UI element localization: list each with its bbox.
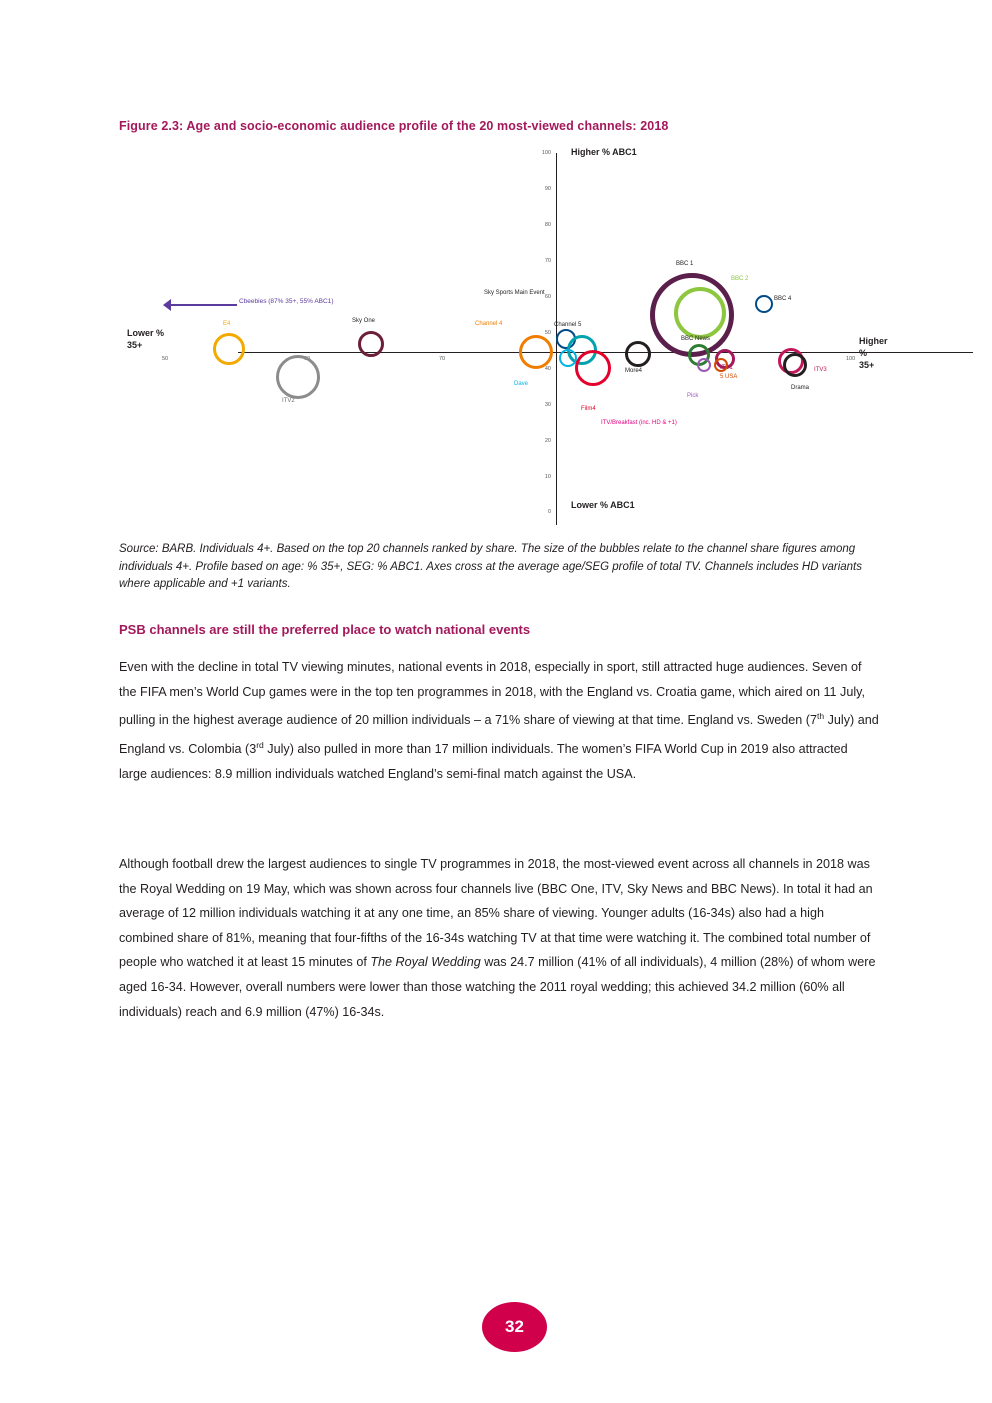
bubble-label-more4: More4	[625, 368, 643, 374]
paragraph-1	[119, 655, 879, 786]
bubble-channel4	[519, 335, 553, 369]
y-tick-0: 0	[547, 509, 551, 515]
x-tick-60: 60	[304, 356, 311, 362]
axis-label-lower-35: Lower % 35+	[127, 328, 165, 350]
paragraph-1-sup-a: th	[816, 711, 825, 722]
bubble-chart	[119, 145, 888, 535]
bubble-label-itv-breakfast: ITV/Breakfast (inc. HD & +1)	[601, 420, 677, 426]
bubble-label-itv3: ITV3	[814, 367, 827, 373]
x-tick-50: 50	[162, 356, 169, 362]
y-tick-50: 50	[544, 330, 551, 336]
bubble-label-drama: Drama	[791, 385, 810, 391]
bubble-bbc4	[755, 295, 773, 313]
y-tick-90: 90	[544, 186, 551, 192]
axis-label-higher-35: Higher % 35+	[859, 336, 888, 370]
bubble-label-itv1: ITV1	[720, 365, 733, 371]
bubble-label-itv2: ITV2	[282, 398, 295, 404]
y-tick-70: 70	[544, 258, 551, 264]
section-heading: PSB channels are still the preferred place to watch national events	[119, 622, 531, 637]
paragraph-1-text-c: July) also pulled in more than 17 million individuals. The women’s FIFA World Cup in 2019 also attracted large audiences: 8.9 million individuals watched England’s semi-final match against the USA.	[119, 742, 848, 781]
figure-title: Figure 2.3: Age and socio-economic audience profile of the 20 most-viewed channels: 2018	[119, 119, 669, 133]
bubble-bbc2	[674, 287, 726, 339]
paragraph-2-text-b: was 24.7 million (41% of all individuals), 4 million (28%) of whom were aged 16-34. However, overall numbers were lower than those watching the 2011 royal wedding; this achieved 34.2 million (60% all individuals) reach and 6.9 million (47%) 16-34s.	[119, 955, 876, 1019]
paragraph-2-italic: The Royal Wedding	[370, 955, 481, 970]
cbeebies-annotation-label: Cbeebies (87% 35+, 55% ABC1)	[239, 298, 334, 305]
bubble-label-e4: E4	[223, 321, 231, 327]
paragraph-1-text-a: Even with the decline in total TV viewing minutes, national events in 2018, especially in sport, still attracted huge audiences. Seven of the FIFA men’s World Cup games were in the top ten programmes in 2018, with the England vs. Croatia game, which aired on 11 July, pulling in the highest average audience of 20 million individuals – a 71% share of viewing at that time. England vs. Sweden (7	[119, 660, 865, 728]
bubble-label-channel5: Channel 5	[554, 322, 582, 328]
paragraph-1-text-b: July) and England vs. Colombia (3	[119, 713, 879, 757]
bubble-e4	[213, 333, 245, 365]
bubble-label-sky-sports-main-event: Sky Sports Main Event	[484, 290, 545, 296]
bubble-pick	[697, 358, 711, 372]
bubble-label-pick: Pick	[687, 393, 699, 399]
bubble-label-dave: Dave	[514, 381, 529, 387]
bubble-sky-one	[358, 331, 384, 357]
y-tick-20: 20	[544, 438, 551, 444]
figure-source: Source: BARB. Individuals 4+. Based on the top 20 channels ranked by share. The size of the bubbles relate to the channel share figures among individuals 4+. Profile based on age: % 35+, SEG: % ABC1. Axes cross at the average age/SEG profile of total TV. Channels includes HD variants where applicable and +1 variants.	[119, 543, 862, 590]
bubble-label-channel4: Channel 4	[475, 321, 503, 327]
arrow-line	[169, 304, 237, 306]
bubble-label-bbc1: BBC 1	[676, 261, 694, 267]
x-tick-70: 70	[439, 356, 446, 362]
bubble-itv2	[276, 355, 320, 399]
bubble-drama	[783, 353, 807, 377]
paragraph-2	[119, 852, 879, 1024]
paragraph-2-text-a: Although football drew the largest audiences to single TV programmes in 2018, the most-viewed event across all channels in 2018 was the Royal Wedding on 19 May, which was shown across four channels live (BBC One, ITV, Sky News and BBC News). In total it had an average of 12 million individuals watching it at any one time, an 85% share of viewing. Younger adults (16-34s) also had a high combined share of 81%, meaning that four-fifths of the 16-34s watching TV at that time were watching it. The combined total number of people who watched it at least 15 minutes of	[119, 857, 873, 970]
y-tick-30: 30	[544, 402, 551, 408]
y-tick-100: 100	[541, 150, 551, 156]
bubble-5usa	[714, 358, 728, 372]
x-tick-100: 100	[846, 356, 856, 362]
bubble-more4	[625, 341, 651, 367]
bubble-label-film4: Film4	[581, 406, 596, 412]
page-number: 32	[482, 1302, 547, 1352]
paragraph-1-sup-b: rd	[256, 739, 264, 750]
axis-label-higher-abc1: Higher % ABC1	[571, 147, 637, 157]
y-tick-10: 10	[544, 474, 551, 480]
y-tick-60: 60	[544, 294, 551, 300]
bubble-label-bbc-news: BBC News	[681, 336, 711, 342]
y-tick-40: 40	[544, 366, 551, 372]
bubble-label-sky-one: Sky One	[352, 318, 376, 324]
bubble-label-5usa: 5 USA	[720, 374, 738, 380]
y-tick-80: 80	[544, 222, 551, 228]
bubble-film4	[575, 350, 611, 386]
cbeebies-annotation	[149, 295, 339, 315]
bubble-label-bbc4: BBC 4	[774, 296, 792, 302]
bubble-label-bbc2: BBC 2	[731, 276, 749, 282]
axis-label-lower-abc1: Lower % ABC1	[571, 500, 635, 510]
